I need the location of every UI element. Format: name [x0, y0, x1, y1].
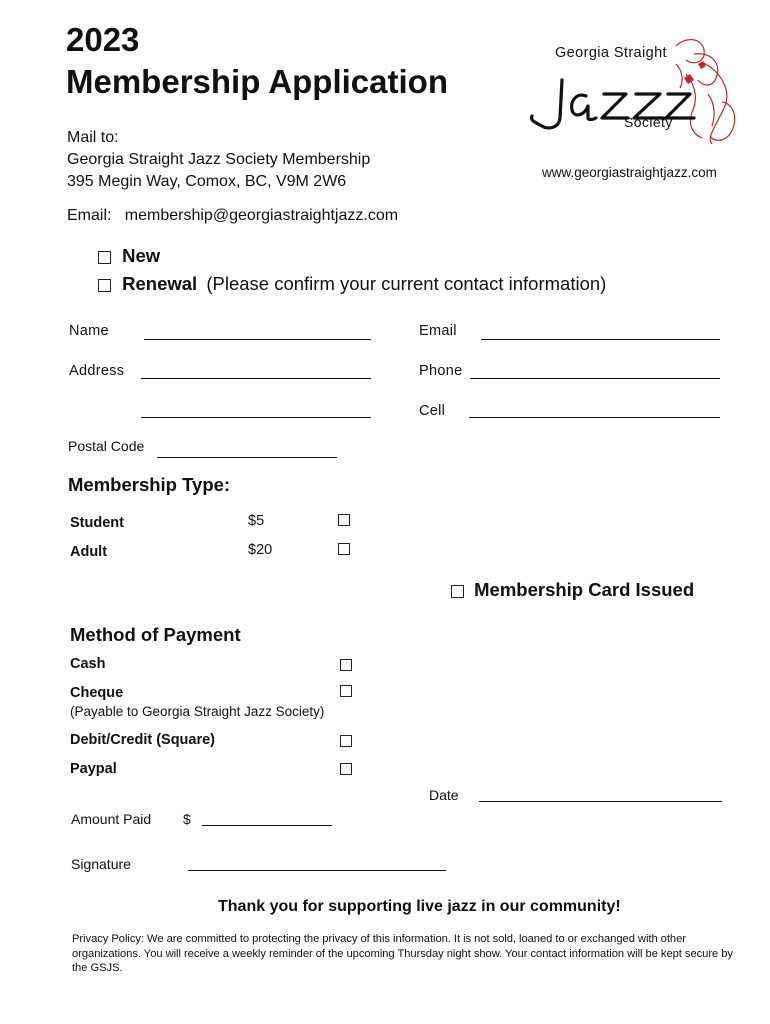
name-field[interactable]	[144, 339, 371, 340]
signature-field[interactable]	[188, 870, 446, 871]
address-label: Address	[69, 363, 125, 379]
paypal-checkbox[interactable]	[340, 763, 352, 775]
debit-credit-checkbox[interactable]	[340, 735, 352, 747]
postal-code-field[interactable]	[157, 457, 337, 458]
logo	[526, 34, 740, 146]
renewal-label: Renewal	[122, 273, 198, 294]
phone-label: Phone	[419, 363, 463, 379]
thank-you-message: Thank you for supporting live jazz in our community!	[218, 898, 621, 915]
postal-code-label: Postal Code	[68, 438, 145, 454]
date-field[interactable]	[479, 801, 722, 802]
student-label: Student	[70, 515, 124, 531]
logo-text-main	[526, 34, 528, 35]
membership-type-heading: Membership Type:	[68, 474, 231, 495]
phone-field[interactable]	[470, 378, 720, 379]
amount-paid-field[interactable]	[202, 825, 332, 826]
student-checkbox[interactable]	[338, 514, 350, 526]
mail-label: Mail to:	[67, 129, 119, 146]
address-field-1[interactable]	[141, 378, 371, 379]
cheque-checkbox[interactable]	[340, 685, 352, 697]
renewal-option[interactable]	[98, 273, 606, 295]
membership-card-label: Membership Card Issued	[474, 579, 695, 600]
website-link[interactable]: www.georgiastraightjazz.com	[542, 165, 717, 180]
cash-checkbox[interactable]	[340, 659, 352, 671]
student-price: $5	[248, 513, 265, 529]
cheque-note: (Payable to Georgia Straight Jazz Society)	[70, 704, 325, 719]
amount-paid-label: Amount Paid	[71, 811, 152, 827]
renewal-checkbox[interactable]	[98, 279, 111, 292]
email-contact-value: membership@georgiastraightjazz.com	[124, 207, 399, 224]
currency-symbol: $	[183, 811, 191, 827]
logo-text-bottom: Society	[624, 114, 673, 130]
email-contact-label: Email:	[67, 207, 112, 224]
page-title: Membership Application	[66, 63, 448, 100]
email-field[interactable]	[481, 339, 720, 340]
cheque-label: Cheque	[70, 685, 124, 701]
adult-label: Adult	[70, 544, 108, 560]
paypal-label: Paypal	[70, 761, 117, 777]
signature-label: Signature	[71, 856, 131, 872]
cell-field[interactable]	[469, 417, 720, 418]
email-label: Email	[419, 323, 457, 339]
new-checkbox[interactable]	[98, 251, 111, 264]
debit-credit-label: Debit/Credit (Square)	[70, 732, 216, 748]
email-contact	[67, 205, 398, 226]
membership-card-option[interactable]	[451, 579, 694, 601]
address-field-2[interactable]	[141, 417, 371, 418]
new-option[interactable]	[98, 245, 160, 267]
privacy-policy: Privacy Policy: We are committed to protecting the privacy of this information. It is not sold, loaned to or exchanged with other organizations. You will receive a weekly reminder of the upcoming Thursday night show. Your contact information will be kept secure by the GSJS.	[72, 933, 733, 975]
name-label: Name	[69, 323, 109, 339]
year-heading: 2023	[66, 21, 140, 58]
renewal-note: (Please confirm your current contact information)	[206, 273, 607, 294]
cash-label: Cash	[70, 656, 106, 672]
new-label: New	[122, 245, 161, 266]
adult-price: $20	[248, 542, 273, 558]
membership-card-checkbox[interactable]	[451, 585, 464, 598]
mail-line-1: Georgia Straight Jazz Society Membership	[67, 151, 371, 168]
mail-line-2: 395 Megin Way, Comox, BC, V9M 2W6	[67, 173, 347, 190]
adult-checkbox[interactable]	[338, 543, 350, 555]
payment-heading: Method of Payment	[70, 624, 241, 645]
date-label: Date	[429, 787, 459, 803]
cell-label: Cell	[419, 403, 446, 419]
logo-text-top: Georgia Straight	[555, 45, 667, 61]
